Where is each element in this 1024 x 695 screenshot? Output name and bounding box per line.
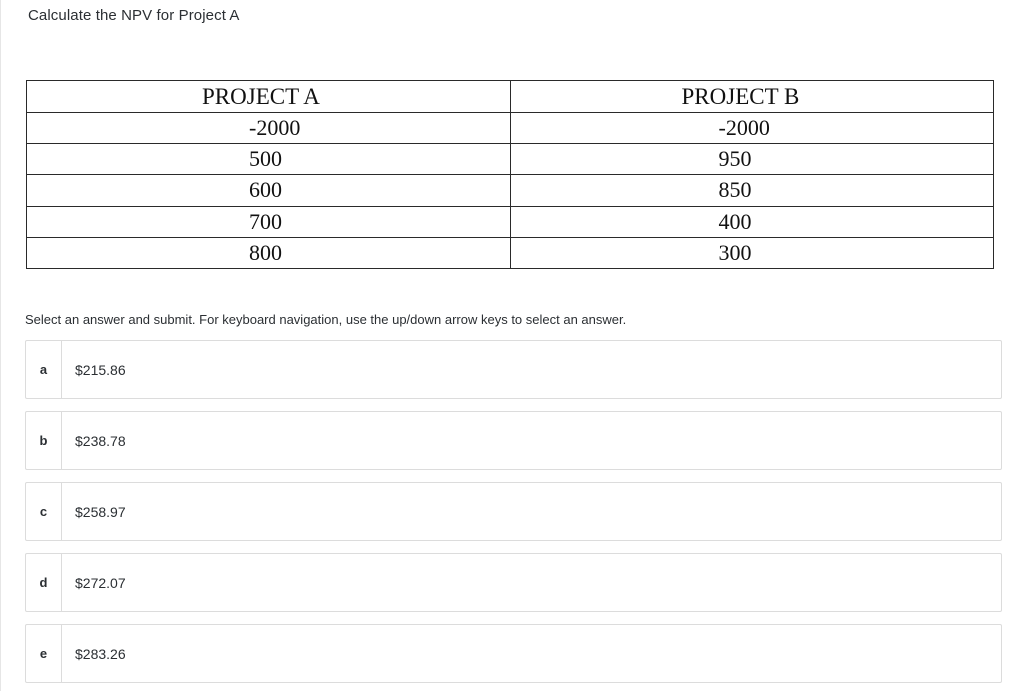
table-row xyxy=(27,206,994,237)
table-row xyxy=(27,113,994,144)
cell-project-b: -2000 xyxy=(510,113,994,144)
option-value: $215.86 xyxy=(75,361,126,378)
question-text: Calculate the NPV for Project A xyxy=(28,7,240,24)
answer-option-e[interactable] xyxy=(25,624,1002,683)
table-header-row xyxy=(27,81,994,113)
table-row xyxy=(27,237,994,268)
header-project-a: PROJECT A xyxy=(27,81,511,113)
cell-project-b: 400 xyxy=(510,206,994,237)
answer-options xyxy=(25,340,1002,695)
answer-option-d[interactable] xyxy=(25,553,1002,612)
option-letter: e xyxy=(26,625,62,682)
cell-project-a: 800 xyxy=(27,237,511,268)
option-letter: a xyxy=(26,341,62,398)
option-letter: b xyxy=(26,412,62,469)
table-row xyxy=(27,144,994,175)
option-letter: d xyxy=(26,554,62,611)
answer-option-b[interactable] xyxy=(25,411,1002,470)
cell-project-a: 600 xyxy=(27,175,511,206)
answer-instructions: Select an answer and submit. For keyboard navigation, use the up/down arrow keys to select an answer. xyxy=(25,312,627,327)
cell-project-a: 700 xyxy=(27,206,511,237)
answer-option-a[interactable] xyxy=(25,340,1002,399)
option-value: $272.07 xyxy=(75,574,126,591)
cashflow-table-image xyxy=(26,80,994,269)
cell-project-b: 950 xyxy=(510,144,994,175)
cell-project-b: 850 xyxy=(510,175,994,206)
cell-project-a: 500 xyxy=(27,144,511,175)
option-letter: c xyxy=(26,483,62,540)
cashflow-table xyxy=(26,80,994,269)
table-row xyxy=(27,175,994,206)
page-left-border xyxy=(0,0,1,691)
option-value: $283.26 xyxy=(75,645,126,662)
cell-project-b: 300 xyxy=(510,237,994,268)
option-value: $238.78 xyxy=(75,432,126,449)
option-value: $258.97 xyxy=(75,503,126,520)
header-project-b: PROJECT B xyxy=(510,81,994,113)
cell-project-a: -2000 xyxy=(27,113,511,144)
answer-option-c[interactable] xyxy=(25,482,1002,541)
